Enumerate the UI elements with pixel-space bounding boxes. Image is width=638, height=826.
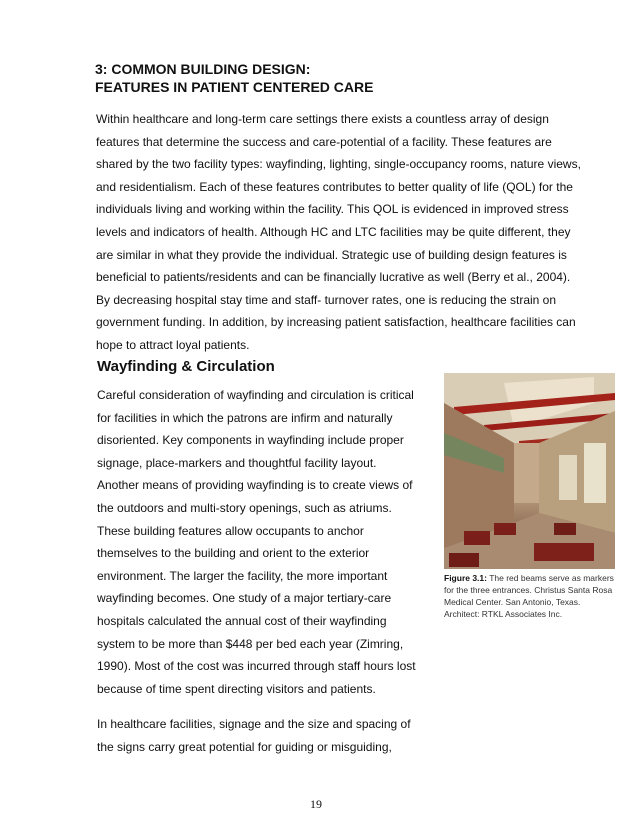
signage-line: the signs carry great potential for guiding or misguiding,	[97, 739, 392, 754]
figure-label: Figure 3.1:	[444, 573, 487, 583]
wayfinding-line: wayfinding becomes. One study of a major tertiary-care	[97, 591, 392, 606]
section-title	[95, 60, 373, 96]
atrium-photo-illustration	[444, 373, 615, 569]
signage-paragraph	[97, 713, 427, 758]
intro-line: shared by the two facility types: wayfinding, lighting, single-occupancy rooms, nature views,	[96, 157, 581, 172]
wayfinding-line: for facilities in which the patrons are infirm and naturally	[97, 410, 393, 425]
wayfinding-line: 1990). Most of the cost was incurred through staff hours lost	[97, 659, 416, 674]
wayfinding-line: hospitals calculated the annual cost of their wayfinding	[97, 613, 387, 628]
wayfinding-line: Another means of providing wayfinding is to create views of	[97, 478, 413, 493]
wayfinding-paragraph	[97, 384, 427, 700]
intro-line: and residentialism. Each of these features contributes to better quality of life (QOL) for the	[96, 179, 573, 194]
section-title-line-1: 3: COMMON BUILDING DESIGN:	[95, 61, 311, 77]
wayfinding-line: system to be more than $448 per bed each year (Zimring,	[97, 636, 404, 651]
intro-line: levels and indicators of health. Although HC and LTC facilities may be quite different, they	[96, 224, 571, 239]
intro-line: Within healthcare and long-term care settings there exists a countless array of design	[96, 112, 549, 126]
wayfinding-line: themselves to the building and orient to the exterior	[97, 546, 370, 561]
wayfinding-line: environment. The larger the facility, the more important	[97, 568, 388, 583]
wayfinding-line: These building features allow occupants to anchor	[97, 523, 364, 538]
wayfinding-heading: Wayfinding & Circulation	[97, 358, 275, 375]
atrium-photo	[444, 373, 615, 569]
intro-line: beneficial to patients/residents and can be financially lucrative as well (Berry et al., 2004).	[96, 270, 571, 285]
intro-line: By decreasing hospital stay time and staff- turnover rates, one is reducing the strain on	[96, 292, 557, 307]
intro-line: individuals living and working within the facility. This QOL is evidenced in improved stress	[96, 202, 569, 217]
signage-line: In healthcare facilities, signage and the size and spacing of	[97, 717, 411, 731]
intro-line: hope to attract loyal patients.	[96, 337, 250, 352]
page-number: 19	[310, 797, 322, 811]
wayfinding-line: because of time spent directing visitors and patients.	[97, 681, 376, 696]
intro-line: features that determine the success and care-potential of a facility. These features are	[96, 134, 552, 149]
wayfinding-line: the outdoors and multi-story openings, such as atriums.	[97, 500, 392, 515]
intro-paragraph	[96, 108, 616, 357]
intro-line: government funding. In addition, by increasing patient satisfaction, healthcare facilities can	[96, 315, 576, 330]
section-title-line-2: FEATURES IN PATIENT CENTERED CARE	[95, 79, 374, 95]
intro-line: are similar in what they provide the individual. Strategic use of building design features is	[96, 247, 567, 262]
wayfinding-line: signage, place-markers and thoughtful facility layout.	[97, 455, 377, 470]
figure-caption-text: The red beams serve as markers for the three entrances. Christus Santa Rosa Medical Center. San Antonio, Texas. Architect: RTKL Associates Inc.	[444, 573, 614, 619]
wayfinding-line: Careful consideration of wayfinding and circulation is critical	[97, 388, 414, 402]
wayfinding-line: disoriented. Key components in wayfinding include proper	[97, 433, 404, 448]
figure-caption	[444, 572, 616, 620]
